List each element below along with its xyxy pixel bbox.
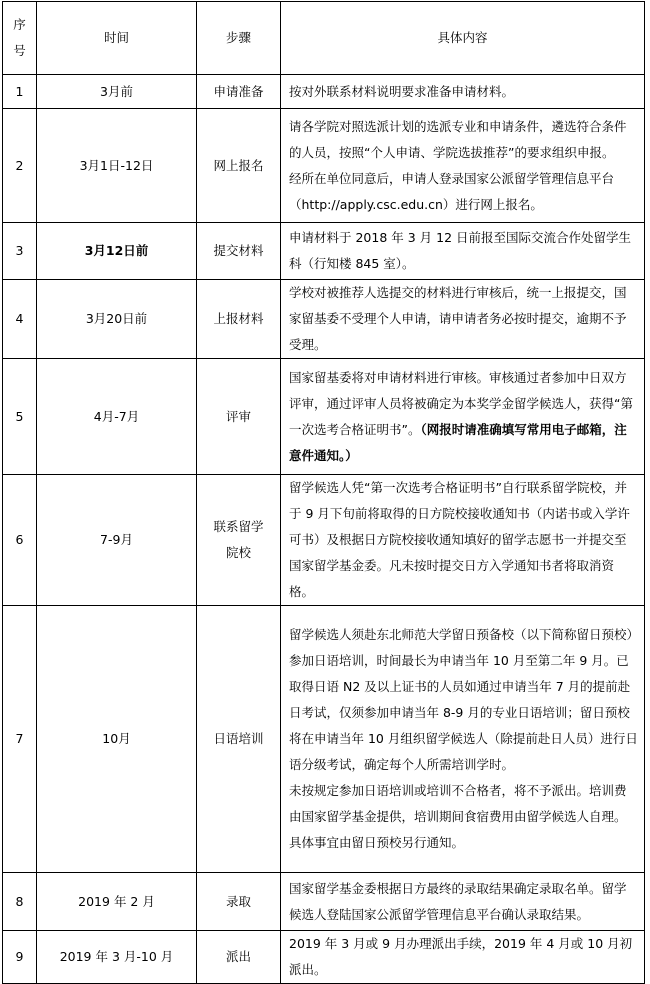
table-row — [3, 75, 645, 109]
row-step: 日语培训 — [197, 606, 281, 873]
row-num: 3 — [3, 223, 37, 280]
content-para: 国家留学基金委根据日方最终的录取结果确定录取名单。留学候选人登陆国家公派留学管理信息平台确认录取结果。 — [289, 880, 627, 922]
table-row — [3, 109, 645, 223]
row-time: 10月 — [37, 606, 197, 873]
row-time: 3月前 — [37, 75, 197, 109]
table-row — [3, 280, 645, 359]
row-time: 7-9月 — [37, 475, 197, 606]
row-step: 录取 — [197, 873, 281, 931]
row-time: 4月-7月 — [37, 359, 197, 475]
row-content — [281, 931, 645, 984]
row-num: 5 — [3, 359, 37, 475]
row-content — [281, 109, 645, 223]
row-step: 评审 — [197, 359, 281, 475]
content-para: 未按规定参加日语培训或培训不合格者，将不予派出。培训费由国家留学基金提供，培训期间食宿费用由留学候选人自理。具体事宜由留日预校另行通知。 — [289, 783, 627, 850]
table-header-row — [3, 2, 645, 75]
row-num: 9 — [3, 931, 37, 984]
row-content — [281, 475, 645, 606]
header-step: 步骤 — [197, 2, 281, 75]
content-para: 留学候选人凭“第一次选考合格证明书”自行联系留学院校，并于 9 月下旬前将取得的日方院校接收通知书（内诺书或入学许可书）及根据日方院校接收通知填好的留学志愿书一并提交至国家留学基金委。凡未按时提交日方入学通知书者将取消资格。 — [289, 480, 630, 599]
content-para: 经所在单位同意后，申请人登录国家公派留学管理信息平台（http://apply.csc.edu.cn）进行网上报名。 — [289, 170, 615, 212]
row-time: 2019 年 2 月 — [37, 873, 197, 931]
row-num: 7 — [3, 606, 37, 873]
row-time: 3月1日-12日 — [37, 109, 197, 223]
table-row — [3, 475, 645, 606]
row-num: 1 — [3, 75, 37, 109]
header-time: 时间 — [37, 2, 197, 75]
table-row — [3, 359, 645, 475]
content-para: 2019 年 3 月或 9 月办理派出手续，2019 年 4 月或 10 月初派出。 — [289, 936, 633, 977]
table-row — [3, 931, 645, 984]
row-content — [281, 873, 645, 931]
row-content — [281, 606, 645, 873]
row-step: 提交材料 — [197, 223, 281, 280]
row-step: 申请准备 — [197, 75, 281, 109]
content-para: 国家留基委将对申请材料进行审核。审核通过者参加中日双方评审，通过评审人员将被确定为本奖学金留学候选人，获得“第一次选考合格证明书”。 — [289, 369, 633, 437]
table-row — [3, 223, 645, 280]
row-num: 8 — [3, 873, 37, 931]
content-para: 请各学院对照选派计划的选派专业和申请条件，遴选符合条件的人员，按照“个人申请、学院选拔推荐”的要求组织申报。 — [289, 118, 627, 160]
content-para: 按对外联系材料说明要求准备申请材料。 — [289, 83, 515, 99]
row-num: 6 — [3, 475, 37, 606]
row-time: 2019 年 3 月-10 月 — [37, 931, 197, 984]
schedule-table — [2, 1, 645, 984]
header-num: 序 号 — [3, 2, 37, 75]
row-num: 2 — [3, 109, 37, 223]
content-para: 申请材料于 2018 年 3 月 12 日前报至国际交流合作处留学生科（行知楼 845 室）。 — [289, 230, 632, 271]
content-para: 留学候选人须赴东北师范大学留日预备校（以下简称留日预校）参加日语培训，时间最长为申请当年 10 月至第二年 9 月。已取得日语 N2 及以上证书的人员如通过申请当年 7 月的提前赴日考试，仅须参加申请当年 8-9 月的专业日语培训；留日预校将在申请当年 10 月组织留学候选人（除提前赴日人员）进行日语分级考试，确定每个人所需培训学时。 — [289, 627, 638, 772]
header-content: 具体内容 — [281, 2, 645, 75]
table-row — [3, 606, 645, 873]
content-para: 学校对被推荐人选提交的材料进行审核后，统一上报提交，国家留基委不受理个人申请，请申请者务必按时提交，逾期不予受理。 — [289, 285, 627, 352]
row-step: 派出 — [197, 931, 281, 984]
row-num: 4 — [3, 280, 37, 359]
row-step: 联系留学 院校 — [197, 475, 281, 606]
row-time: 3月20日前 — [37, 280, 197, 359]
row-time: 3月12日前 — [37, 223, 197, 280]
row-content — [281, 223, 645, 280]
row-content — [281, 280, 645, 359]
row-content — [281, 75, 645, 109]
table-row — [3, 873, 645, 931]
row-step: 网上报名 — [197, 109, 281, 223]
row-content — [281, 359, 645, 475]
row-step: 上报材料 — [197, 280, 281, 359]
bold-note: （网报时请准确填写常用电子邮箱，注意件通知。） — [289, 421, 627, 463]
